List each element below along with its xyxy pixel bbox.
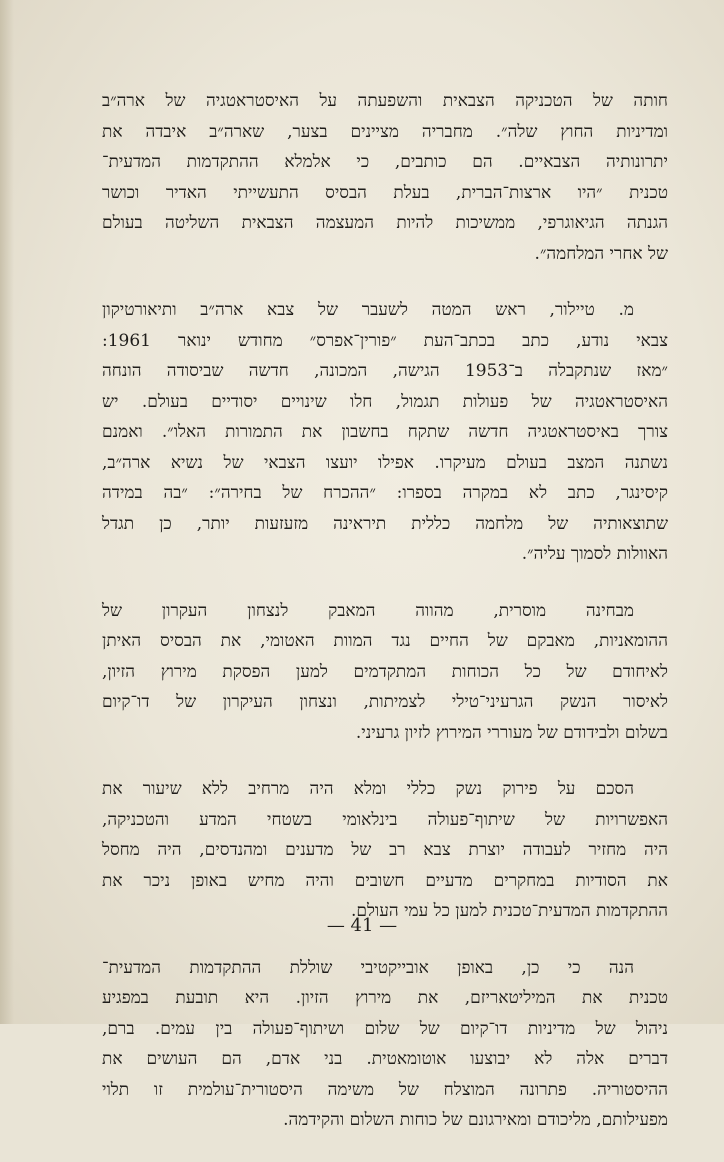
- page-edge-shadow: [0, 0, 14, 1024]
- text-line: האוולות לסמוך עליה״.: [521, 544, 668, 564]
- paragraph-4: [102, 774, 668, 927]
- text-line: ומדיניות החוץ שלה״. מחבריה מציינים בצער, שארה״ב איבדה את: [102, 121, 668, 142]
- paragraph-2: [102, 295, 668, 570]
- body-text: [102, 86, 668, 1162]
- text-line: לאיסור הנשק הגרעיני־טילי לצמיתות, ונצחון העיקרון של דו־קיום: [102, 692, 668, 712]
- text-line: היה מחזיר לעבודה יוצרת צבא רב של מדענים ומהנדסים, היה מחסל: [102, 840, 668, 860]
- text-line: נשתנה המצב בעולם מעיקרו. אפילו יועצו הצבאי של נשיא ארה״ב,: [102, 452, 668, 473]
- text-line: הסכם על פירוק נשק כללי ומלא היה מרחיב ללא שיעור את: [102, 779, 634, 799]
- text-line: ״מאז שנתקבלה ב־1953 הגישה, המכונה, חדשה שביסודה הונחה: [102, 361, 668, 381]
- text-line: שתוצאותיה של מלחמה כללית תיראינה מזעזעות יותר, כן תגדל: [102, 513, 668, 534]
- text-line: מפעילותם, מליכודם ומאירגונם של כוחות השלום והקידמה.: [283, 1110, 668, 1130]
- text-line: את הסודיות במחקרים מדעיים חשובים והיה מחיש באופן ניכר את: [102, 870, 668, 891]
- text-line: הגנתה הגיאוגרפי, ממשיכות להיות המעצמה הצבאית השליטה בעולם: [102, 213, 668, 233]
- text-line: טכנית ״היו ארצות־הברית, בעלת הבסיס התעשייתי האדיר וכושר: [102, 182, 668, 203]
- text-line: ההתקדמות המדעית־טכנית למען כל עמי העולם.: [350, 901, 668, 921]
- paragraph-5: [102, 953, 668, 1136]
- text-line: מבחינה מוסרית, מהווה המאבק לנצחון העקרון של: [102, 600, 634, 621]
- paragraph-1: [102, 86, 668, 269]
- paragraph-3: [102, 596, 668, 749]
- text-line: טכנית את המיליטאריזם, את מירוץ הזיון. היא תובעת במפגיע: [102, 988, 668, 1008]
- page-number: — 41 —: [326, 915, 398, 936]
- text-line: חותה של הטכניקה הצבאית והשפעתה על האיסטראטגיה של ארה״ב: [102, 91, 668, 111]
- text-line: לאיחודם של כל הכוחות המתקדמים למען הפסקת מירוץ הזיון,: [102, 661, 668, 682]
- text-line: הנה כי כן, באופן אובייקטיבי שוללת ההתקדמות המדעית־: [102, 957, 634, 978]
- text-line: ההומאניות, מאבקם של החיים נגד המוות האטומי, את הבסיס האיתן: [102, 631, 668, 651]
- text-line: ההיסטוריה. פתרונה המוצלח של משימה היסטורית־עולמית זו תלוי: [102, 1079, 668, 1100]
- text-line: קיסינגר, כתב לא במקרה בספרו: ״ההכרח של בחירה״: ״בה במידה: [102, 483, 668, 503]
- text-line: בשלום ולבידודם של מעוררי המירוץ לזיון גרעיני.: [355, 722, 668, 743]
- text-line: יתרונותיה הצבאיים. הם כותבים, כי אלמלא ההתקדמות המדעית־: [102, 152, 668, 172]
- text-line: צורך באיסטראטגיה חדשה שתקח בחשבון את התמורות האלו״. ואמנם: [102, 422, 668, 442]
- text-line: דברים אלה לא יבוצעו אוטומאטית. בני אדם, הם העושים את: [102, 1049, 668, 1069]
- text-line: האיסטראטגיה של פעולות תגמול, חלו שינויים יסודיים בעולם. יש: [102, 391, 668, 412]
- text-line: ניהול של מדיניות דו־קיום של שלום ושיתוף־פעולה בין עמים. ברם,: [102, 1018, 668, 1039]
- text-line: האפשרויות של שיתוף־פעולה בינלאומי בשטחי המדע והטכניקה,: [102, 809, 668, 830]
- text-line: של אחרי המלחמה״.: [534, 243, 668, 264]
- text-line: מ. טיילור, ראש המטה לשעבר של צבא ארה״ב ותיאורטיקון: [102, 300, 634, 320]
- text-line: צבאי נודע, כתב בכתב־העת ״פורין־אפרס״ מחודש ינואר 1961:: [102, 330, 668, 351]
